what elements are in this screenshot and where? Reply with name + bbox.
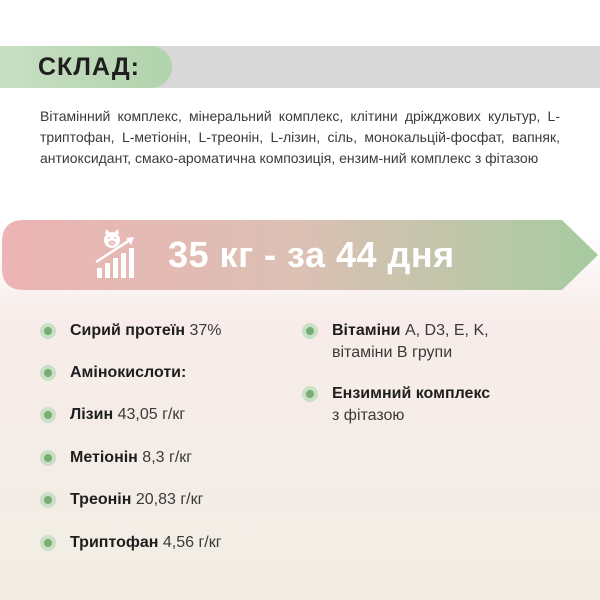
- bullet-dot-icon: [40, 365, 56, 381]
- list-item-methionine: [40, 447, 192, 469]
- list-item-enzyme-complex: [302, 383, 490, 427]
- list-item-vitamins: [302, 320, 489, 364]
- bullet-dot-icon: [40, 407, 56, 423]
- item-value: 4,56 г/кг: [162, 534, 222, 551]
- bullet-dot-icon: [40, 535, 56, 551]
- item-value: 8,3 г/кг: [142, 449, 193, 466]
- item-value: 37%: [189, 322, 222, 339]
- item-label: Ензимний комплекс: [332, 385, 491, 402]
- bullet-dot-icon: [302, 386, 318, 402]
- bullet-dot-icon: [40, 492, 56, 508]
- item-value: A, D3, E, K,: [404, 322, 489, 339]
- banner-text: 35 кг - за 44 дня: [168, 234, 455, 275]
- list-item-lysine: [40, 404, 185, 426]
- item-label: Треонін: [70, 491, 132, 508]
- bullet-dot-icon: [40, 450, 56, 466]
- list-item-tryptophan: [40, 532, 222, 554]
- list-item-protein: [40, 320, 221, 342]
- pig-growth-chart-icon: [90, 228, 146, 280]
- item-value-line2: вітаміни В групи: [332, 344, 453, 361]
- section-title: СКЛАД:: [38, 52, 140, 81]
- item-label: Лізин: [70, 406, 114, 423]
- list-item-threonine: [40, 489, 203, 511]
- item-label: Сирий протеїн: [70, 322, 185, 339]
- header-pill: [0, 46, 172, 88]
- item-label: Амінокислоти:: [70, 364, 187, 381]
- bullet-dot-icon: [302, 323, 318, 339]
- list-item-amino-acids: [40, 362, 186, 384]
- item-label: Вітаміни: [332, 322, 401, 339]
- item-value: 20,83 г/кг: [135, 491, 204, 508]
- item-value-line2: з фітазою: [332, 407, 405, 424]
- composition-text: Вітамінний комплекс, мінеральний комплекс, клітини дріжджових культур, L-триптофан, L-метіонін, L-треонін, L-лізин, сіль, монокальцій-фосфат, вапняк, антиоксидант, смако-ароматична композиція, ензим-ний комплекс з фітазою: [40, 108, 560, 166]
- bullet-dot-icon: [40, 323, 56, 339]
- item-label: Метіонін: [70, 449, 138, 466]
- item-value: 43,05 г/кг: [117, 406, 186, 423]
- item-label: Триптофан: [70, 534, 159, 551]
